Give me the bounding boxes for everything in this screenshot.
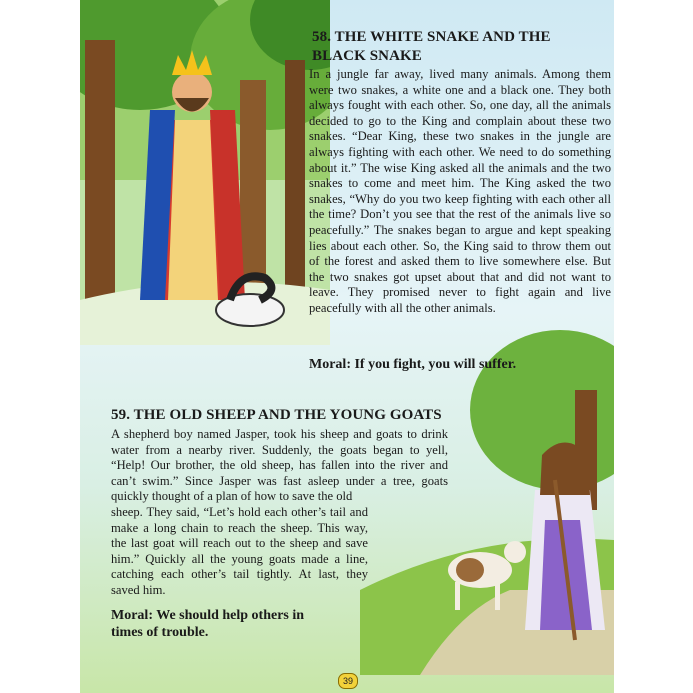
page-number-badge: 39 [338,673,358,689]
story-59-body-wide: A shepherd boy named Jasper, took his sheep and goats to drink water from a nearby river. Suddenly, the goats began to yell, “Help! Our brother, the old sheep, has fallen into the river and can’t swim.” Since Jasper was fast asleep under a tree, goats quickly thought of a plan of how to save the old [111,427,448,504]
story-59-moral-line-2: times of trouble. [111,625,209,640]
king-and-snakes-illustration [80,0,330,345]
storybook-page [80,0,614,693]
story-59-title: 59. THE OLD SHEEP AND THE YOUNG GOATS [111,407,442,423]
story-59-moral-line-1: Moral: We should help others in [111,608,305,623]
story-58-body: In a jungle far away, lived many animals. Among them were two snakes, a white one and a black one. They both always fought with each other. So, one day, all the animals decided to go to the King and complain about these two snakes. “Dear King, these two snakes in the jungle are always fighting with each other. We need to do something about it.” The wise King asked all the animals and the two snakes to come and meet him. The King asked the two snakes, “Why do you two keep fighting with each other all the time? Don’t you see that the rest of the animals live so peacefully.” The snakes began to argue and kept speaking lies about each other. So, the King said to throw them out of the forest and asked them to live somewhere else. But the two snakes got upset about that and did not want to leave. They promised never to fight again and live peacefully with all the other animals. [309,67,611,315]
story-59-body-narrow: sheep. They said, “Let’s hold each other’s tail and make a long chain to reach the sheep. This way, the last goat will reach out to the sheep and save him.” Quickly all the young goats made a line, catching each other’s tail tightly. At last, they saved him. [111,505,368,597]
story-58-title [312,28,612,66]
story-58-title-line-1: 58. THE WHITE SNAKE AND THE [312,29,551,45]
story-59-moral [111,607,371,641]
story-58-moral: Moral: If you fight, you will suffer. [309,357,517,372]
story-58-title-line-2: BLACK SNAKE [312,48,422,64]
